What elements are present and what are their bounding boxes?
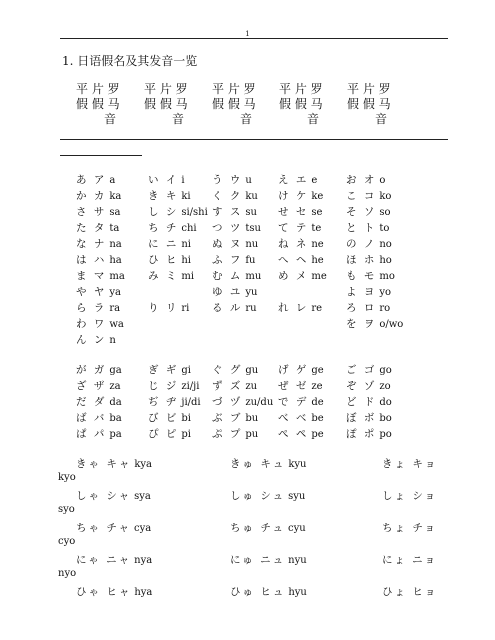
kana-cell <box>278 268 327 283</box>
romaji: ya <box>109 287 121 298</box>
romaji: kya <box>134 459 153 470</box>
kana-cell <box>76 204 120 219</box>
romaji: o <box>379 175 386 186</box>
kana-cell <box>278 204 322 219</box>
kana-glyphs: げ ゲ <box>278 364 309 376</box>
romaji: tsu <box>245 223 261 234</box>
kana-glyphs: ま マ <box>76 270 107 282</box>
kana-glyphs: ぷ プ <box>212 428 243 440</box>
youon-table <box>58 456 442 616</box>
kana-glyphs: び ビ <box>148 412 179 424</box>
romaji: o/wo <box>379 319 404 330</box>
romaji: gu <box>245 365 259 376</box>
header-line: 音 <box>240 112 253 126</box>
header-line: 假 假 马 <box>76 97 120 111</box>
kana-glyphs: ら ラ <box>76 302 107 314</box>
romaji: mi <box>181 271 195 282</box>
youon-row <box>62 456 442 472</box>
kana-cell <box>278 300 322 315</box>
romaji: ro <box>379 303 391 314</box>
kana-glyphs: ぺ ペ <box>278 428 309 440</box>
kana-glyphs: る ル <box>212 302 243 314</box>
header-line: 音 <box>307 112 320 126</box>
header-line: 平 片 罗 <box>212 82 256 96</box>
romaji: nya <box>134 555 153 566</box>
kana-cell <box>148 426 191 441</box>
kana-glyphs: ば バ <box>76 412 107 424</box>
romaji: i <box>181 175 185 186</box>
kana-cell <box>212 362 258 377</box>
kana-glyphs: い イ <box>148 174 179 186</box>
romaji: pi <box>181 429 191 440</box>
kana-glyphs: ちょ チョ <box>382 522 438 534</box>
header-line: 假 假 马 <box>144 97 188 111</box>
kana-glyphs: ぴ ピ <box>148 428 179 440</box>
romaji: ka <box>109 191 122 202</box>
romaji: cyo <box>58 536 76 547</box>
youon-wrap-line <box>58 536 442 552</box>
header-rule <box>60 139 448 140</box>
youon-row <box>62 552 442 568</box>
kana-cell <box>212 204 257 219</box>
romaji: me <box>311 271 327 282</box>
kana-cell <box>148 410 191 425</box>
kana-glyphs: ひ ヒ <box>148 254 179 266</box>
kana-glyphs: や ヤ <box>76 286 107 298</box>
header-line: 音 <box>172 112 185 126</box>
youon-cell <box>230 584 307 599</box>
kana-glyphs: さ サ <box>76 206 107 218</box>
youon-cell <box>382 552 437 567</box>
header-line: 平 片 罗 <box>279 82 323 96</box>
kana-cell <box>346 204 391 219</box>
kana-glyphs: く ク <box>212 190 243 202</box>
romaji: bi <box>181 413 191 424</box>
romaji: pe <box>311 429 324 440</box>
romaji: ji/di <box>181 397 201 408</box>
kana-glyphs: で デ <box>278 396 309 408</box>
youon-wrap-line <box>58 472 442 488</box>
kana-glyphs: ぢ ヂ <box>148 396 179 408</box>
kana-glyphs: ぐ グ <box>212 364 243 376</box>
romaji: pu <box>245 429 259 440</box>
kana-glyphs: ぬ ヌ <box>212 238 243 250</box>
kana-glyphs: ひゃ ヒャ <box>76 586 132 598</box>
kana-glyphs: む ム <box>212 270 243 282</box>
kana-cell <box>76 316 124 331</box>
romaji: do <box>379 397 392 408</box>
kana-glyphs: ひゅ ヒュ <box>230 586 286 598</box>
kana-cell <box>212 236 258 251</box>
kana-cell <box>76 188 121 203</box>
romaji: nyo <box>58 568 77 579</box>
kana-cell <box>76 332 116 347</box>
youon-row <box>62 584 442 600</box>
kana-glyphs: へ ヘ <box>278 254 309 266</box>
kana-cell <box>212 300 257 315</box>
kana-glyphs: きょ キョ <box>382 458 438 470</box>
kana-glyphs: ね ネ <box>278 238 309 250</box>
youon-cell <box>76 520 151 535</box>
kana-glyphs: が ガ <box>76 364 107 376</box>
youon-cell <box>230 552 307 567</box>
kana-cell <box>278 188 323 203</box>
kana-cell <box>76 268 125 283</box>
romaji: syu <box>288 491 306 502</box>
kana-cell <box>346 410 392 425</box>
kana-cell <box>148 252 191 267</box>
kana-cell <box>346 236 392 251</box>
kana-glyphs: う ウ <box>212 174 243 186</box>
kana-cell <box>346 378 391 393</box>
kana-glyphs: ど ド <box>346 396 377 408</box>
kana-cell <box>212 394 273 409</box>
youon-wrap-line <box>62 600 442 616</box>
kana-cell <box>346 362 392 377</box>
romaji: go <box>379 365 392 376</box>
kana-cell <box>76 362 122 377</box>
kana-cell <box>346 300 390 315</box>
kana-glyphs: ゆ ユ <box>212 286 243 298</box>
romaji: zu/du <box>245 397 274 408</box>
kana-cell <box>148 188 191 203</box>
kana-glyphs: ん ン <box>76 334 107 346</box>
page-number: 1 <box>245 30 250 38</box>
kana-glyphs: べ ベ <box>278 412 309 424</box>
kana-cell <box>278 220 321 235</box>
youon-cell <box>230 488 305 503</box>
kana-glyphs: に ニ <box>148 238 179 250</box>
kana-glyphs: にゃ ニャ <box>76 554 132 566</box>
romaji: gi <box>181 365 191 376</box>
kana-cell <box>76 220 119 235</box>
romaji: zi/ji <box>181 381 200 392</box>
romaji: bo <box>379 413 392 424</box>
romaji: de <box>311 397 324 408</box>
romaji: fu <box>245 255 256 266</box>
kana-cell <box>278 394 324 409</box>
kana-cell <box>212 252 256 267</box>
romaji: be <box>311 413 324 424</box>
romaji: syo <box>58 504 75 515</box>
kana-cell <box>278 410 324 425</box>
kana-glyphs: か カ <box>76 190 107 202</box>
kana-glyphs: ご ゴ <box>346 364 377 376</box>
romaji: zu <box>245 381 258 392</box>
romaji: mo <box>379 271 395 282</box>
romaji: yu <box>245 287 258 298</box>
romaji: re <box>311 303 323 314</box>
kana-cell <box>278 362 324 377</box>
kana-glyphs: た タ <box>76 222 107 234</box>
kana-glyphs: ろ ロ <box>346 302 377 314</box>
romaji: ze <box>311 381 323 392</box>
youon-cell <box>382 584 437 599</box>
kana-cell <box>76 172 115 187</box>
youon-wrap-line <box>58 568 442 584</box>
romaji: nyu <box>288 555 307 566</box>
kana-glyphs: よ ヨ <box>346 286 377 298</box>
romaji: se <box>311 207 323 218</box>
romaji: chi <box>181 223 197 234</box>
kana-glyphs: こ コ <box>346 190 377 202</box>
kana-glyphs: ひょ ヒョ <box>382 586 438 598</box>
romaji: ku <box>245 191 258 202</box>
romaji: ma <box>109 271 125 282</box>
romaji: ha <box>109 255 122 266</box>
kana-glyphs: にゅ ニュ <box>230 554 286 566</box>
kana-cell <box>212 426 258 441</box>
kana-glyphs: な ナ <box>76 238 107 250</box>
romaji: bu <box>245 413 259 424</box>
short-rule <box>60 155 142 156</box>
header-line: 平 片 罗 <box>144 82 188 96</box>
kana-cell <box>76 426 122 441</box>
kana-cell <box>148 362 191 377</box>
kana-glyphs: ぎ ギ <box>148 364 179 376</box>
kana-cell <box>148 172 185 187</box>
kana-glyphs: す ス <box>212 206 243 218</box>
romaji: wa <box>109 319 124 330</box>
kana-glyphs: しょ ショ <box>382 490 438 502</box>
romaji: a <box>109 175 116 186</box>
header-line: 平 片 罗 <box>76 82 120 96</box>
youon-cell <box>76 456 152 471</box>
romaji: su <box>245 207 257 218</box>
header-line: 假 假 马 <box>212 97 256 111</box>
kana-glyphs: れ レ <box>278 302 309 314</box>
romaji: ru <box>245 303 257 314</box>
top-rule <box>60 38 448 39</box>
kana-cell <box>346 252 392 267</box>
youon-cell <box>382 520 437 535</box>
romaji: hya <box>134 587 153 598</box>
kana-cell <box>76 252 122 267</box>
romaji: sa <box>109 207 121 218</box>
romaji: hi <box>181 255 191 266</box>
kana-glyphs: ぜ ゼ <box>278 380 309 392</box>
header-line: 音 <box>375 112 388 126</box>
kana-cell <box>76 300 120 315</box>
romaji: pa <box>109 429 122 440</box>
youon-wrap-line <box>58 504 442 520</box>
kana-glyphs: きゅ キュ <box>230 458 286 470</box>
romaji: ko <box>379 191 392 202</box>
kana-glyphs: み ミ <box>148 270 179 282</box>
kana-cell <box>346 220 389 235</box>
romaji: ga <box>109 365 122 376</box>
kana-cell <box>148 378 199 393</box>
kana-glyphs: き キ <box>148 190 179 202</box>
kana-glyphs: え エ <box>278 174 309 186</box>
youon-row <box>62 520 442 536</box>
romaji: zo <box>379 381 391 392</box>
romaji: kyu <box>288 459 307 470</box>
youon-cell <box>76 488 151 503</box>
kana-cell <box>278 252 324 267</box>
romaji: ri <box>181 303 190 314</box>
kana-glyphs: ぱ パ <box>76 428 107 440</box>
romaji: ho <box>379 255 392 266</box>
romaji: u <box>245 175 252 186</box>
kana-glyphs: は ハ <box>76 254 107 266</box>
kana-glyphs: ぶ ブ <box>212 412 243 424</box>
romaji: ba <box>109 413 122 424</box>
kana-cell <box>278 426 324 441</box>
kana-cell <box>76 378 121 393</box>
kana-cell <box>212 378 257 393</box>
header-group <box>279 82 333 127</box>
kana-glyphs: ほ ホ <box>346 254 377 266</box>
romaji: sya <box>134 491 151 502</box>
kana-glyphs: づ ヅ <box>212 396 243 408</box>
kana-cell <box>76 284 121 299</box>
kana-cell <box>148 268 194 283</box>
romaji: hyu <box>288 587 307 598</box>
kana-glyphs: ちゃ チャ <box>76 522 132 534</box>
kana-glyphs: ぼ ボ <box>346 412 377 424</box>
kana-glyphs: つ ツ <box>212 222 243 234</box>
kana-cell <box>346 268 395 283</box>
kana-glyphs: け ケ <box>278 190 309 202</box>
romaji: ki <box>181 191 191 202</box>
youon-cell <box>382 488 437 503</box>
youon-cell <box>382 456 437 471</box>
kana-glyphs: あ ア <box>76 174 107 186</box>
kana-cell <box>346 172 385 187</box>
header-line: 平 片 罗 <box>347 82 391 96</box>
romaji: ni <box>181 239 191 250</box>
kana-glyphs: きゃ キャ <box>76 458 132 470</box>
kana-glyphs: ぽ ポ <box>346 428 377 440</box>
kana-cell <box>278 378 323 393</box>
kana-cell <box>212 188 258 203</box>
romaji: po <box>379 429 392 440</box>
kana-glyphs: り リ <box>148 302 179 314</box>
romaji: ge <box>311 365 324 376</box>
kana-cell <box>346 188 391 203</box>
kana-cell <box>212 284 257 299</box>
kana-cell <box>148 204 208 219</box>
kana-glyphs: ず ズ <box>212 380 243 392</box>
romaji: no <box>379 239 392 250</box>
kana-glyphs: にょ ニョ <box>382 554 438 566</box>
romaji: ke <box>311 191 324 202</box>
romaji: te <box>311 223 322 234</box>
kana-glyphs: ち チ <box>148 222 179 234</box>
romaji: ra <box>109 303 121 314</box>
header-group <box>347 82 401 127</box>
kana-glyphs: せ セ <box>278 206 309 218</box>
header-group <box>76 82 130 127</box>
youon-row <box>62 488 442 504</box>
kana-glyphs: し シ <box>148 206 179 218</box>
kana-glyphs: の ノ <box>346 238 377 250</box>
header-group <box>212 82 266 127</box>
kana-cell <box>346 316 403 331</box>
youon-cell <box>230 520 306 535</box>
kana-glyphs: ぞ ゾ <box>346 380 377 392</box>
kana-cell <box>346 394 392 409</box>
romaji: n <box>109 335 116 346</box>
romaji: si/shi <box>181 207 208 218</box>
kana-glyphs: しゃ シャ <box>76 490 132 502</box>
youon-cell <box>76 552 152 567</box>
kana-cell <box>76 394 122 409</box>
romaji: da <box>109 397 122 408</box>
kana-glyphs: ざ ザ <box>76 380 107 392</box>
kana-glyphs: て テ <box>278 222 309 234</box>
kana-glyphs: じ ジ <box>148 380 179 392</box>
kana-cell <box>148 220 197 235</box>
kana-cell <box>278 172 317 187</box>
youon-cell <box>230 456 307 471</box>
kana-cell <box>212 410 258 425</box>
romaji: nu <box>245 239 259 250</box>
romaji: na <box>109 239 122 250</box>
romaji: kyo <box>58 472 76 483</box>
youon-cell <box>76 584 152 599</box>
kana-glyphs: そ ソ <box>346 206 377 218</box>
romaji: e <box>311 175 318 186</box>
kana-cell <box>76 236 122 251</box>
kana-glyphs: め メ <box>278 270 309 282</box>
kana-glyphs: を ヲ <box>346 318 377 330</box>
kana-cell <box>148 394 201 409</box>
kana-glyphs: も モ <box>346 270 377 282</box>
kana-glyphs: ふ フ <box>212 254 243 266</box>
kana-cell <box>148 236 191 251</box>
header-line: 音 <box>104 112 117 126</box>
kana-glyphs: わ ワ <box>76 318 107 330</box>
kana-cell <box>346 426 392 441</box>
header-line: 假 假 马 <box>279 97 323 111</box>
kana-cell <box>212 220 261 235</box>
kana-glyphs: ちゅ チュ <box>230 522 286 534</box>
kana-cell <box>212 268 261 283</box>
romaji: to <box>379 223 390 234</box>
section-title: 1. 日语假名及其发音一览 <box>62 54 198 68</box>
romaji: ta <box>109 223 120 234</box>
romaji: mu <box>245 271 262 282</box>
kana-glyphs: しゅ シュ <box>230 490 286 502</box>
romaji: cya <box>134 523 152 534</box>
kana-cell <box>76 410 122 425</box>
kana-cell <box>212 172 252 187</box>
romaji: he <box>311 255 324 266</box>
romaji: cyu <box>288 523 306 534</box>
kana-glyphs: と ト <box>346 222 377 234</box>
kana-glyphs: だ ダ <box>76 396 107 408</box>
romaji: so <box>379 207 391 218</box>
romaji: ne <box>311 239 324 250</box>
kana-cell <box>346 284 391 299</box>
kana-cell <box>278 236 324 251</box>
romaji: yo <box>379 287 392 298</box>
kana-glyphs: お オ <box>346 174 377 186</box>
header-line: 假 假 马 <box>347 97 391 111</box>
romaji: za <box>109 381 121 392</box>
header-group <box>144 82 198 127</box>
kana-cell <box>148 300 189 315</box>
